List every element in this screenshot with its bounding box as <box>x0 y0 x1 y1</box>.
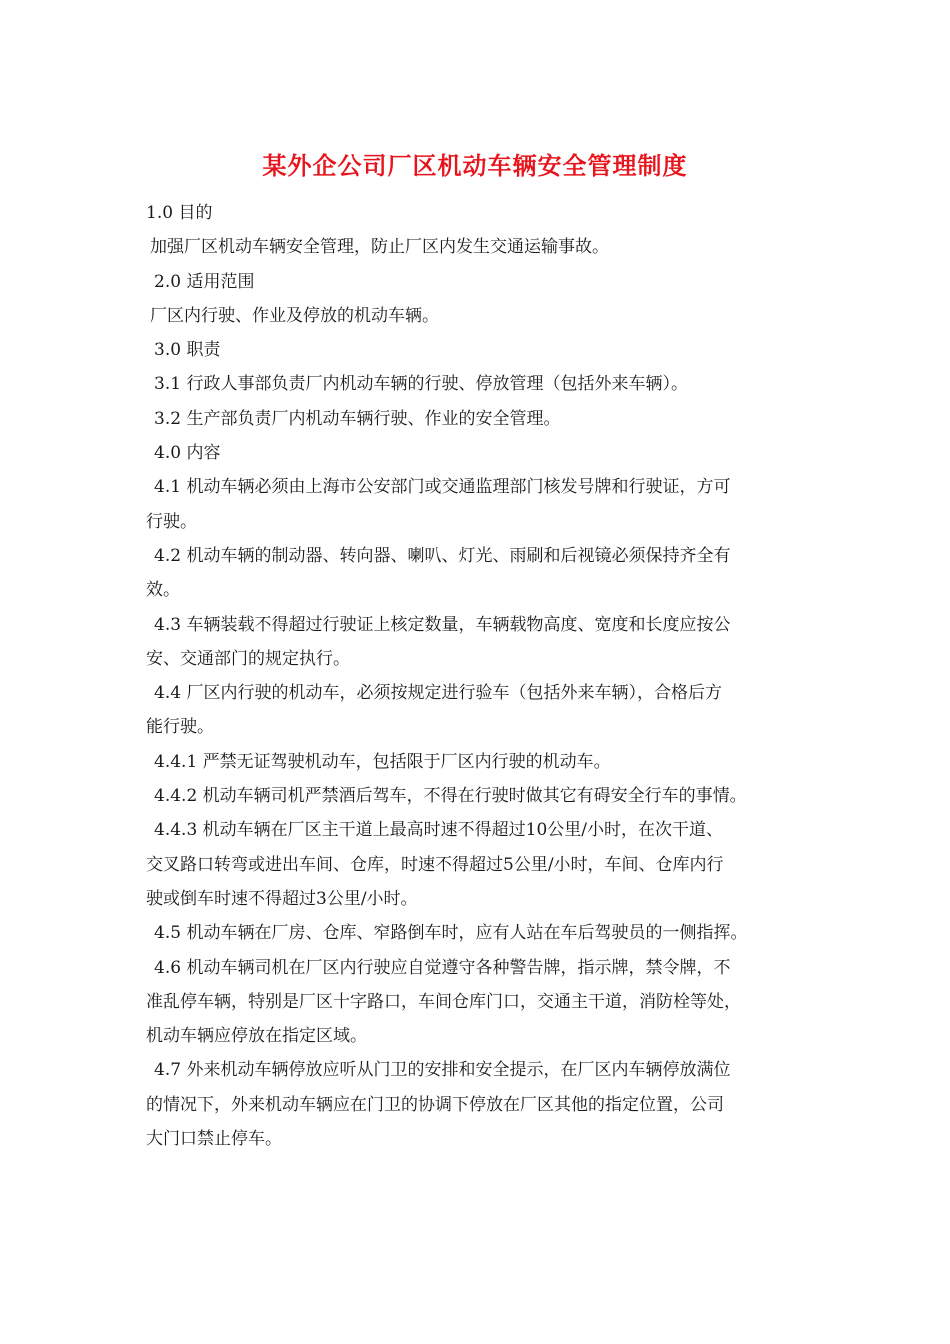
section-heading-4-0: 4.0 内容 <box>154 443 221 464</box>
paragraph-line: 大门口禁止停车。 <box>146 1129 282 1150</box>
paragraph-line: 能行驶。 <box>146 717 214 738</box>
paragraph-line: 加强厂区机动车辆安全管理，防止厂区内发生交通运输事故。 <box>150 237 609 258</box>
paragraph-line: 4.7 外来机动车辆停放应听从门卫的安排和安全提示，在厂区内车辆停放满位 <box>154 1060 731 1081</box>
paragraph-line: 效。 <box>146 580 180 601</box>
document-body <box>146 196 826 1156</box>
paragraph-line: 交叉路口转弯或进出车间、仓库，时速不得超过5公里/小时，车间、仓库内行 <box>146 854 724 875</box>
paragraph-line: 驶或倒车时速不得超过3公里/小时。 <box>146 888 418 909</box>
paragraph-line: 机动车辆应停放在指定区域。 <box>146 1026 367 1047</box>
section-heading-1-0: 1.0 目的 <box>146 203 213 223</box>
paragraph-line: 3.1 行政人事部负责厂内机动车辆的行驶、停放管理（包括外来车辆）。 <box>154 374 688 395</box>
paragraph-line: 的情况下，外来机动车辆应在门卫的协调下停放在厂区其他的指定位置，公司 <box>146 1094 724 1115</box>
paragraph-line: 4.6 机动车辆司机在厂区内行驶应自觉遵守各种警告牌，指示牌，禁令牌，不 <box>154 957 731 978</box>
paragraph-line: 4.3 车辆装载不得超过行驶证上核定数量，车辆载物高度、宽度和长度应按公 <box>154 614 731 635</box>
paragraph-line: 4.4.2 机动车辆司机严禁酒后驾车，不得在行驶时做其它有碍安全行车的事情。 <box>154 786 747 807</box>
paragraph-line: 安、交通部门的规定执行。 <box>146 648 350 669</box>
document-title: 某外企公司厂区机动车辆安全管理制度 <box>262 152 688 180</box>
paragraph-line: 4.4.1 严禁无证驾驶机动车，包括限于厂区内行驶的机动车。 <box>154 751 611 772</box>
paragraph-line: 4.4.3 机动车辆在厂区主干道上最高时速不得超过10公里/小时，在次干道、 <box>154 820 724 841</box>
paragraph-line: 厂区内行驶、作业及停放的机动车辆。 <box>150 305 439 326</box>
paragraph-line: 4.2 机动车辆的制动器、转向器、喇叭、灯光、雨刷和后视镜必须保持齐全有 <box>154 545 731 566</box>
section-heading-3-0: 3.0 职责 <box>154 340 221 361</box>
section-heading-2-0: 2.0 适用范围 <box>154 271 255 292</box>
paragraph-line: 3.2 生产部负责厂内机动车辆行驶、作业的安全管理。 <box>154 408 561 429</box>
paragraph-line: 4.4 厂区内行驶的机动车，必须按规定进行验车（包括外来车辆），合格后方 <box>154 683 722 704</box>
paragraph-line: 4.5 机动车辆在厂房、仓库、窄路倒车时，应有人站在车后驾驶员的一侧指挥。 <box>154 923 748 944</box>
paragraph-line: 准乱停车辆，特别是厂区十字路口，车间仓库门口，交通主干道，消防栓等处， <box>146 991 741 1012</box>
paragraph-line: 行驶。 <box>146 511 197 532</box>
paragraph-line: 4.1 机动车辆必须由上海市公安部门或交通监理部门核发号牌和行驶证，方可 <box>154 477 731 498</box>
